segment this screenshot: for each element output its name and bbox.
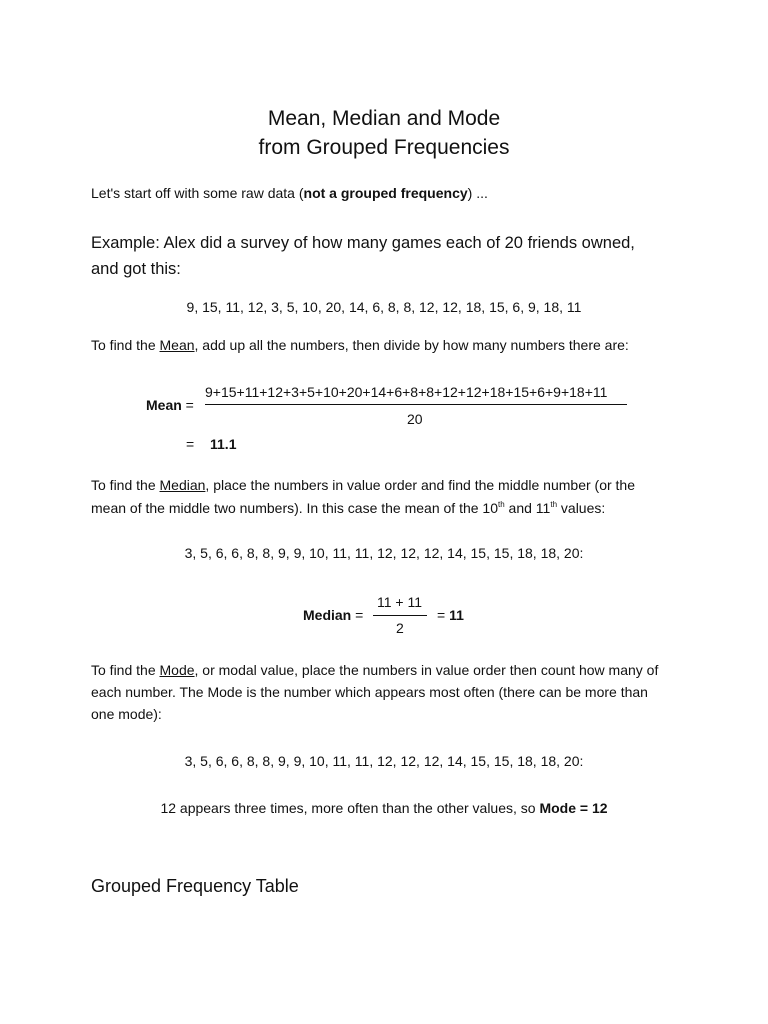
- mode-explanation-line-1: To find the Mode, or modal value, place the numbers in value order then count how many of: [91, 662, 659, 678]
- mode-ordered-list: 3, 5, 6, 6, 8, 8, 9, 9, 10, 11, 11, 12, 12, 12, 14, 15, 15, 18, 18, 20:: [184, 753, 584, 769]
- example-line-2: and got this:: [91, 260, 181, 278]
- mean-denominator: 20: [407, 411, 423, 427]
- mean-equals-sign: =: [186, 436, 195, 452]
- median-denominator: 2: [396, 620, 404, 636]
- median-ordered-list: 3, 5, 6, 6, 8, 8, 9, 9, 10, 11, 11, 12, 12, 12, 14, 15, 15, 18, 18, 20:: [184, 545, 584, 561]
- raw-data-list: 9, 15, 11, 12, 3, 5, 10, 20, 14, 6, 8, 8, 12, 12, 18, 15, 6, 9, 18, 11: [186, 299, 582, 315]
- median-fraction-bar: [373, 615, 427, 616]
- mean-fraction-bar: [205, 404, 627, 405]
- median-explanation-line-1: To find the Median, place the numbers in value order and find the middle number (or the: [91, 477, 635, 493]
- intro-paragraph: Let's start off with some raw data (not a grouped frequency) ...: [91, 185, 488, 201]
- example-line-1: Example: Alex did a survey of how many games each of 20 friends owned,: [91, 234, 635, 252]
- median-formula-label: Median =: [303, 607, 364, 623]
- median-explanation-line-2: mean of the middle two numbers). In this case the mean of the 10th and 11th values:: [91, 500, 606, 516]
- mode-explanation-line-3: one mode):: [91, 706, 162, 722]
- page-title-line-1: Mean, Median and Mode: [267, 107, 501, 130]
- mean-numerator: 9+15+11+12+3+5+10+20+14+6+8+8+12+12+18+15+6+9+18+11: [205, 384, 608, 400]
- median-result: = 11: [437, 607, 464, 623]
- mean-explanation: To find the Mean, add up all the numbers, then divide by how many numbers there are:: [91, 337, 629, 353]
- page-title-line-2: from Grouped Frequencies: [258, 136, 510, 159]
- median-numerator: 11 + 11: [377, 594, 423, 610]
- mean-result: 11.1: [210, 436, 237, 452]
- mean-formula-label: Mean =: [146, 397, 194, 413]
- section-heading-grouped-frequency-table: Grouped Frequency Table: [91, 876, 299, 896]
- mode-conclusion: 12 appears three times, more often than the other values, so Mode = 12: [160, 800, 608, 816]
- mode-explanation-line-2: each number. The Mode is the number which appears most often (there can be more than: [91, 684, 648, 700]
